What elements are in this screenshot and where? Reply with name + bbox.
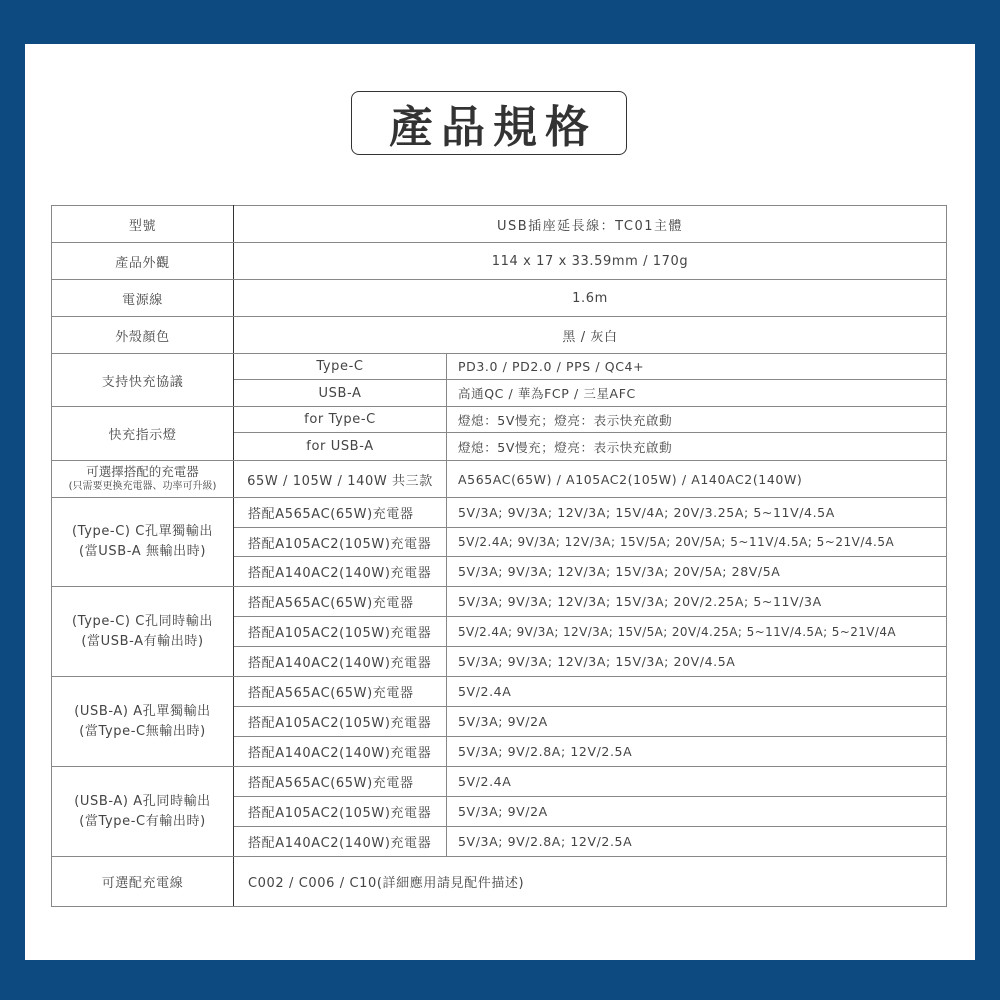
charger-label: 搭配A105AC2(105W)充電器 [234, 617, 447, 647]
spec-row-protocol [52, 354, 947, 380]
spec-label: 外殼顏色 [52, 317, 234, 354]
spec-value: 1.6m [234, 280, 947, 317]
group-label-line1: (USB-A) A孔同時輸出 [74, 793, 211, 809]
group-label-line1: (Type-C) C孔同時輸出 [72, 613, 213, 629]
output-group-label [52, 767, 234, 857]
spec-row-power-cord [52, 280, 947, 317]
charger-label: 搭配A105AC2(105W)充電器 [234, 797, 447, 827]
spec-value: C002 / C006 / C10(詳細應用請見配件描述) [234, 857, 947, 907]
group-label-line2: (當Type-C無輸出時) [79, 723, 206, 739]
spec-row-optional-charger [52, 461, 947, 498]
charger-label: 搭配A565AC(65W)充電器 [234, 767, 447, 797]
optional-charger-sublabel: (只需要更換充電器、功率可升級) [68, 481, 217, 492]
group-label-line2: (當USB-A有輸出時) [81, 633, 204, 649]
spec-value: USB插座延長線：TC01主體 [234, 206, 947, 243]
output-value: 5V/3A; 9V/2.8A; 12V/2.5A [447, 827, 947, 857]
spec-value: 高通QC / 華為FCP / 三星AFC [447, 380, 947, 407]
spec-row-indicator [52, 407, 947, 433]
spec-label: 型號 [52, 206, 234, 243]
spec-value: 114 x 17 x 33.59mm / 170g [234, 243, 947, 280]
charger-label: 搭配A565AC(65W)充電器 [234, 498, 447, 528]
spec-label: 產品外觀 [52, 243, 234, 280]
output-group-label [52, 587, 234, 677]
output-value: 5V/3A; 9V/3A; 12V/3A; 15V/3A; 20V/4.5A [447, 647, 947, 677]
spec-table [51, 205, 947, 907]
group-label-line2: (當Type-C有輸出時) [79, 813, 206, 829]
output-row [52, 677, 947, 707]
output-group-label [52, 677, 234, 767]
spec-value: 燈熄：5V慢充；燈亮：表示快充啟動 [447, 407, 947, 433]
charger-label: 搭配A140AC2(140W)充電器 [234, 557, 447, 587]
spec-value: 黑 / 灰白 [234, 317, 947, 354]
charger-label: 搭配A140AC2(140W)充電器 [234, 647, 447, 677]
charger-label: 搭配A140AC2(140W)充電器 [234, 737, 447, 767]
output-value: 5V/2.4A; 9V/3A; 12V/3A; 15V/5A; 20V/5A; 5~11V/4.5A; 5~21V/4.5A [447, 528, 947, 557]
port-label: USB-A [234, 380, 447, 407]
output-value: 5V/3A; 9V/2A [447, 707, 947, 737]
output-value: 5V/2.4A; 9V/3A; 12V/3A; 15V/5A; 20V/4.25A; 5~11V/4.5A; 5~21V/4A [447, 617, 947, 647]
port-label: Type-C [234, 354, 447, 380]
spec-value: PD3.0 / PD2.0 / PPS / QC4+ [447, 354, 947, 380]
group-label-line1: (Type-C) C孔單獨輸出 [72, 524, 213, 539]
spec-label: 可選配充電線 [52, 857, 234, 907]
spec-row-optional-cable [52, 857, 947, 907]
spec-row-model [52, 206, 947, 243]
output-row [52, 587, 947, 617]
spec-value: 燈熄：5V慢充；燈亮：表示快充啟動 [447, 433, 947, 461]
port-label: for Type-C [234, 407, 447, 433]
group-label-line1: (USB-A) A孔單獨輸出 [74, 703, 211, 719]
charger-label: 搭配A565AC(65W)充電器 [234, 677, 447, 707]
spec-row-shell-color [52, 317, 947, 354]
group-label-line2: (當USB-A 無輸出時) [78, 544, 207, 559]
output-value: 5V/2.4A [447, 677, 947, 707]
spec-label: 支持快充協議 [52, 354, 234, 407]
charger-label: 搭配A105AC2(105W)充電器 [234, 707, 447, 737]
page-title: 產品規格 [389, 102, 597, 153]
output-group-label [52, 498, 234, 587]
output-row [52, 498, 947, 528]
output-value: 5V/3A; 9V/3A; 12V/3A; 15V/4A; 20V/3.25A; 5~11V/4.5A [447, 498, 947, 528]
spec-value: A565AC(65W) / A105AC2(105W) / A140AC2(140W) [447, 461, 947, 498]
output-value: 5V/3A; 9V/3A; 12V/3A; 15V/3A; 20V/5A; 28V/5A [447, 557, 947, 587]
output-row [52, 767, 947, 797]
charger-label: 搭配A140AC2(140W)充電器 [234, 827, 447, 857]
optional-charger-label: 可選擇搭配的充電器 [86, 464, 199, 479]
spec-label [52, 461, 234, 498]
charger-summary: 65W / 105W / 140W 共三款 [234, 461, 447, 498]
spec-label: 電源線 [52, 280, 234, 317]
output-value: 5V/3A; 9V/2A [447, 797, 947, 827]
output-value: 5V/2.4A [447, 767, 947, 797]
charger-label: 搭配A565AC(65W)充電器 [234, 587, 447, 617]
output-value: 5V/3A; 9V/2.8A; 12V/2.5A [447, 737, 947, 767]
port-label: for USB-A [234, 433, 447, 461]
output-value: 5V/3A; 9V/3A; 12V/3A; 15V/3A; 20V/2.25A; 5~11V/3A [447, 587, 947, 617]
spec-label: 快充指示燈 [52, 407, 234, 461]
charger-label: 搭配A105AC2(105W)充電器 [234, 528, 447, 557]
spec-row-appearance [52, 243, 947, 280]
title-box [351, 91, 627, 155]
